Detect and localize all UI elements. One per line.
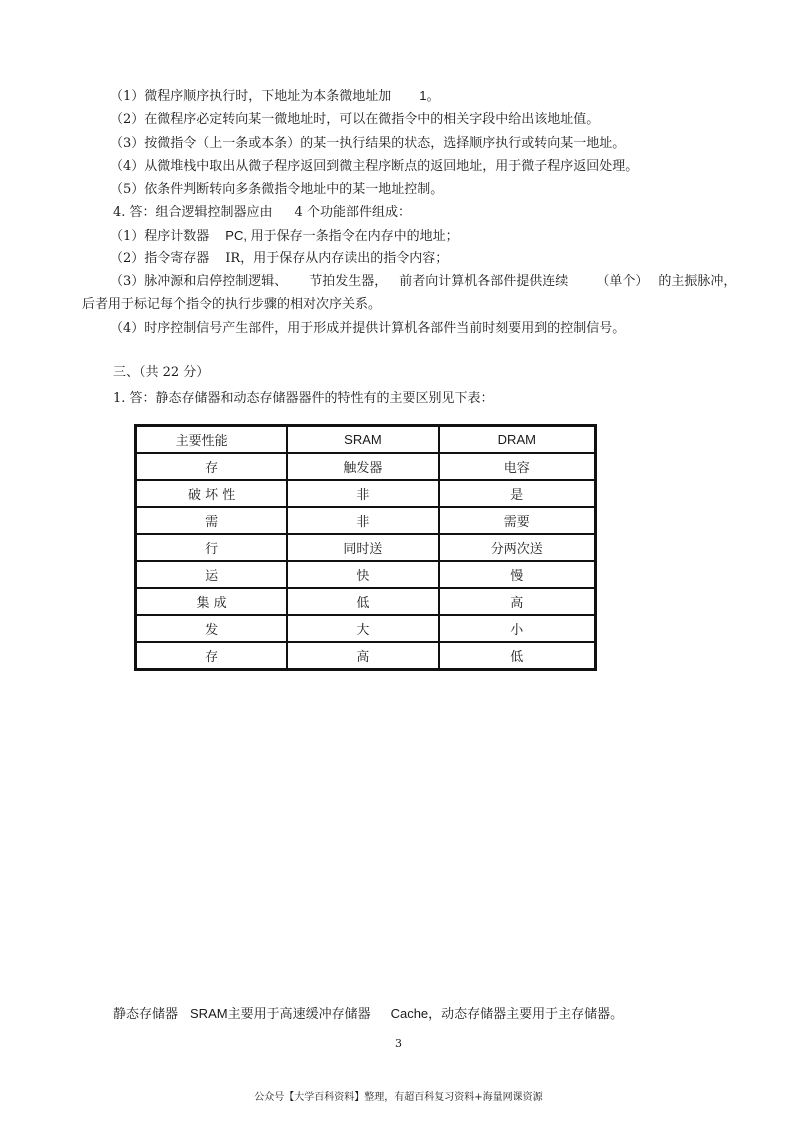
table-cell: 快 [287, 561, 438, 588]
part-3-continued: 后者用于标记每个指令的执行步骤的相对次序关系。 [82, 297, 382, 312]
table-row [136, 453, 596, 480]
part-3-line [110, 274, 736, 290]
part-3-b: 节拍发生器， [309, 274, 388, 289]
table-cell: 存 [136, 453, 288, 480]
part-3-e: 的主振脉冲， [658, 274, 737, 289]
text-line-3: （3）按微指令（上一条或本条）的某一执行结果的状态，选择顺序执行或转向某一地址。 [110, 136, 626, 151]
part-2-label: （2）指令寄存器 [110, 251, 210, 266]
line-1-text: （1）微程序顺序执行时，下地址为本条微地址加 [110, 89, 392, 104]
sram-dram-comparison-table [134, 424, 597, 671]
table-cell: 慢 [439, 561, 596, 588]
note-part-b: SRAM主要用于高速缓冲存储器 [190, 1006, 371, 1021]
header-cell-sram: SRAM [287, 426, 438, 454]
page-number: 3 [395, 1037, 402, 1050]
part-1-desc: PC, 用于保存一条指令在内存中的地址； [225, 228, 459, 243]
table-cell: 是 [439, 480, 596, 507]
question-1-heading: 1. 答：静态存储器和动态存储器器件的特性有的主要区别见下表： [113, 391, 494, 406]
table-cell: 集 成 [136, 588, 288, 615]
table-cell: 同时送 [287, 534, 438, 561]
q4-text: 4. 答：组合逻辑控制器应由 [113, 205, 273, 220]
table-cell: 低 [287, 588, 438, 615]
text-line-2: （2）在微程序必定转向某一微地址时，可以在微指令中的相关字段中给出该地址值。 [110, 112, 600, 127]
table-row [136, 642, 596, 670]
line-1-value: 1。 [419, 88, 440, 103]
text-line-4: （4）从微堆栈中取出从微子程序返回到微主程序断点的返回地址，用于微子程序返回处理。 [110, 159, 639, 174]
table-cell: 需 [136, 507, 288, 534]
table-cell: 高 [439, 588, 596, 615]
table-row [136, 561, 596, 588]
table-cell: 小 [439, 615, 596, 642]
text-line-1 [110, 88, 440, 105]
table-cell: 破 坏 性 [136, 480, 288, 507]
note-part-c: Cache，动态存储器主要用于主存储器。 [390, 1006, 624, 1021]
text-line-5: （5）依条件判断转向多条微指令地址中的某一地址控制。 [110, 182, 444, 197]
table-cell: 运 [136, 561, 288, 588]
table-cell: 低 [439, 642, 596, 670]
part-3-d: （单个） [596, 274, 649, 289]
part-4-line: （4）时序控制信号产生部件，用于形成并提供计算机各部件当前时刻要用到的控制信号。 [110, 321, 626, 336]
question-4-heading [113, 205, 411, 221]
part-2-desc: IR，用于保存从内存读出的指令内容； [225, 251, 449, 266]
header-cell-property [136, 426, 288, 454]
table-row [136, 480, 596, 507]
table-cell: 高 [287, 642, 438, 670]
part-3-a: （3）脉冲源和启停控制逻辑、 [110, 274, 288, 289]
table-cell: 发 [136, 615, 288, 642]
table-row [136, 588, 596, 615]
table-cell: 行 [136, 534, 288, 561]
table-cell: 大 [287, 615, 438, 642]
header-label-property: 主要性能 [175, 434, 228, 449]
table-cell: 非 [287, 507, 438, 534]
table-cell: 电容 [439, 453, 596, 480]
table-cell: 存 [136, 642, 288, 670]
part-3-c: 前者向计算机各部件提供连续 [399, 274, 569, 289]
part-2-line [110, 251, 448, 267]
table-row [136, 615, 596, 642]
table-cell: 触发器 [287, 453, 438, 480]
table-header-row [136, 426, 596, 454]
comparison-table-body [136, 426, 596, 670]
section-3-heading: 三、（共 22 分） [113, 365, 210, 380]
footer-note: 公众号【大学百科资料】整理，有超百科复习资料+海量网课资源 [254, 1092, 543, 1103]
table-cell: 需要 [439, 507, 596, 534]
table-cell: 分两次送 [439, 534, 596, 561]
table-cell: 非 [287, 480, 438, 507]
part-1-label: （1）程序计数器 [110, 229, 210, 244]
part-1-line [110, 228, 459, 245]
header-cell-dram: DRAM [439, 426, 596, 454]
table-row [136, 534, 596, 561]
summary-note [113, 1006, 623, 1023]
note-part-a: 静态存储器 [113, 1007, 179, 1022]
table-row [136, 507, 596, 534]
q4-count: 4 个功能部件组成： [294, 205, 411, 220]
